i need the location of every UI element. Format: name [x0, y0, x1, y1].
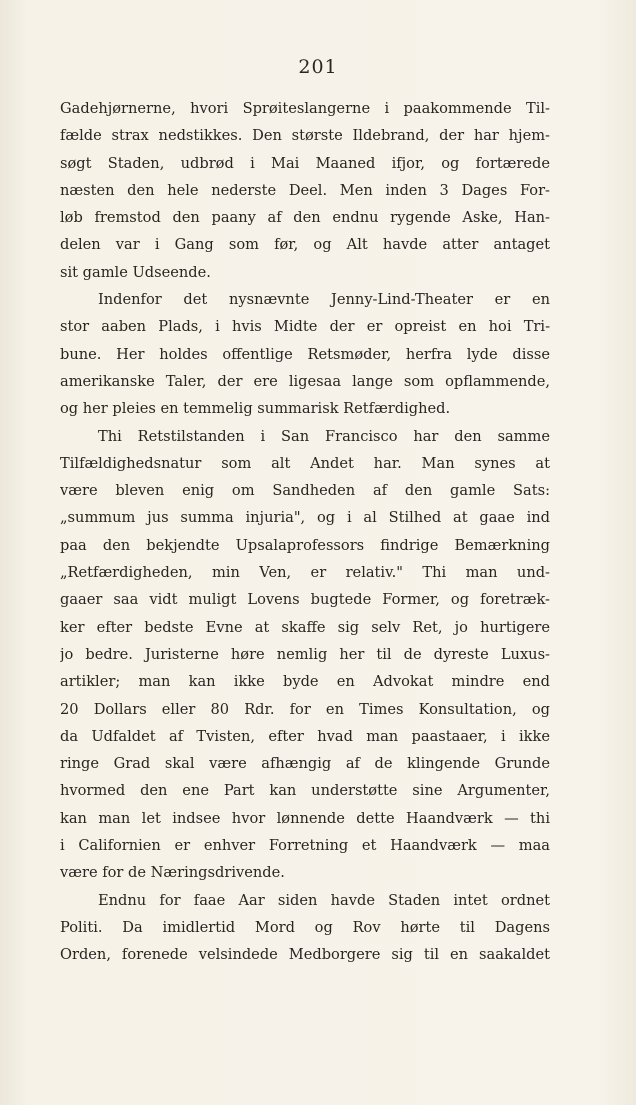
- text-line: kan man let indsee hvor lønnende dette Haandværk — thi: [60, 809, 550, 827]
- text-line: jo bedre. Juristerne høre nemlig her til de dyreste Luxus-: [60, 645, 550, 663]
- text-line: gaaer saa vidt muligt Lovens bugtede Former, og foretræk-: [60, 591, 550, 609]
- text-line: „summum jus summa injuria", og i al Stilhed at gaae ind: [60, 509, 550, 527]
- text-line: Tilfældighedsnatur som alt Andet har. Man synes at: [60, 454, 550, 472]
- text-line: stor aaben Plads, i hvis Midte der er opreist en hoi Tri-: [60, 318, 550, 336]
- text-line: være bleven enig om Sandheden af den gamle Sats:: [60, 482, 550, 500]
- text-line: løb fremstod den paany af den endnu rygende Aske, Han-: [60, 209, 550, 227]
- text-line: Thi Retstilstanden i San Francisco har den samme: [98, 427, 550, 445]
- text-line: søgt Staden, udbrød i Mai Maaned ifjor, og fortærede: [60, 154, 550, 172]
- text-line: „Retfærdigheden, min Ven, er relativ." Thi man und-: [60, 564, 550, 582]
- text-line: Politi. Da imidlertid Mord og Rov hørte til Dagens: [60, 918, 550, 936]
- text-line: sit gamle Udseende.: [60, 263, 211, 281]
- text-line: bune. Her holdes offentlige Retsmøder, herfra lyde disse: [60, 345, 550, 363]
- text-line: paa den bekjendte Upsalaprofessors findrige Bemærkning: [60, 536, 550, 554]
- text-line: amerikanske Taler, der ere ligesaa lange som opflammende,: [60, 372, 550, 390]
- text-line: Endnu for faae Aar siden havde Staden intet ordnet: [98, 891, 550, 909]
- text-line: Orden, forenede velsindede Medborgere sig til en saakaldet: [60, 946, 550, 964]
- text-line: delen var i Gang som før, og Alt havde atter antaget: [60, 236, 550, 254]
- text-line: da Udfaldet af Tvisten, efter hvad man paastaaer, i ikke: [60, 727, 550, 745]
- text-line: ringe Grad skal være afhængig af de klingende Grunde: [60, 755, 550, 773]
- text-line: Gadehjørnerne, hvori Sprøiteslangerne i paakommende Til-: [60, 100, 550, 117]
- text-line: fælde strax nedstikkes. Den største Ildebrand, der har hjem-: [60, 127, 550, 145]
- text-line: være for de Næringsdrivende.: [60, 864, 285, 882]
- text-line: Indenfor det nysnævnte Jenny-Lind-Theater er en: [98, 291, 550, 309]
- text-line: ker efter bedste Evne at skaffe sig selv Ret, jo hurtigere: [60, 618, 550, 636]
- text-line: næsten den hele nederste Deel. Men inden 3 Dages For-: [60, 181, 550, 199]
- text-line: i Californien er enhver Forretning et Haandværk — maa: [60, 837, 550, 855]
- page-number: 201: [298, 56, 338, 78]
- text-line: og her pleies en temmelig summarisk Retfærdighed.: [60, 400, 451, 418]
- text-line: 20 Dollars eller 80 Rdr. for en Times Konsultation, og: [60, 700, 550, 718]
- text-line: hvormed den ene Part kan understøtte sine Argumenter,: [60, 782, 550, 800]
- body-text: [60, 95, 550, 969]
- text-line: artikler; man kan ikke byde en Advokat mindre end: [60, 673, 550, 691]
